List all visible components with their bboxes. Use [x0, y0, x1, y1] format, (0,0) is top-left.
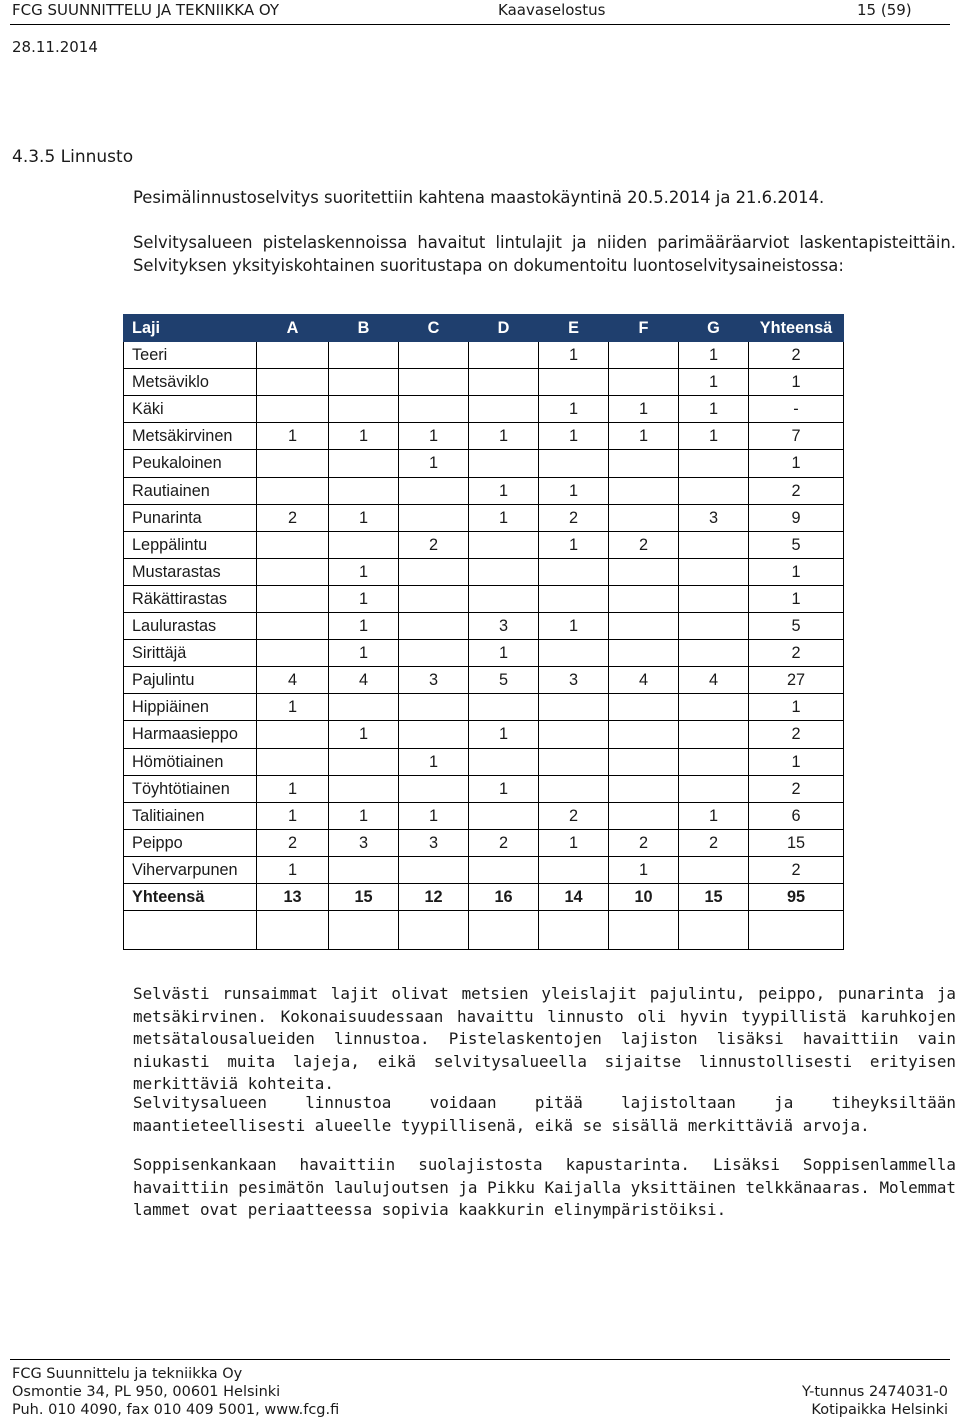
count-cell: [399, 342, 469, 369]
column-header: G: [679, 315, 749, 342]
species-name-cell: Peippo: [124, 829, 257, 856]
count-cell: 2: [609, 531, 679, 558]
count-cell: [399, 369, 469, 396]
count-cell: 1: [469, 640, 539, 667]
row-total-cell: 2: [749, 477, 844, 504]
row-total-cell: 1: [749, 585, 844, 612]
discussion-paragraph-3: Soppisenkankaan havaittiin suolajistosta kapustarinta. Lisäksi Soppisenlammella havaittiin pesimätön laulujoutsen ja Pikku Kaijalla yksittäinen telkkänaaras. Molemmat lammet ovat periaatteessa sopivia kaakkurin elinympäristöiksi.: [133, 1155, 956, 1219]
count-cell: 1: [609, 856, 679, 883]
species-name-cell: Hippiäinen: [124, 694, 257, 721]
count-cell: [609, 504, 679, 531]
header-page-number: 15 (59): [857, 1, 912, 19]
column-header: Laji: [124, 315, 257, 342]
count-cell: [399, 558, 469, 585]
column-header: C: [399, 315, 469, 342]
count-cell: 1: [257, 802, 329, 829]
count-cell: 2: [469, 829, 539, 856]
count-cell: [679, 450, 749, 477]
column-header: Yhteensä: [749, 315, 844, 342]
count-cell: [329, 694, 399, 721]
count-cell: 2: [609, 829, 679, 856]
count-cell: [609, 477, 679, 504]
count-cell: [539, 775, 609, 802]
table-row: [124, 640, 844, 667]
row-total-cell: 15: [749, 829, 844, 856]
count-cell: [399, 585, 469, 612]
count-cell: 13: [257, 883, 329, 910]
count-cell: [609, 775, 679, 802]
table-spacer-row: [124, 911, 844, 950]
count-cell: [609, 342, 679, 369]
table-row: [124, 558, 844, 585]
count-cell: [469, 802, 539, 829]
count-cell: [469, 585, 539, 612]
header-company: FCG SUUNNITTELU JA TEKNIIKKA OY: [12, 1, 280, 19]
count-cell: 1: [329, 585, 399, 612]
count-cell: 16: [469, 883, 539, 910]
count-cell: 1: [329, 640, 399, 667]
count-cell: [609, 613, 679, 640]
count-cell: 1: [609, 423, 679, 450]
count-cell: 1: [399, 423, 469, 450]
column-header: A: [257, 315, 329, 342]
count-cell: [257, 342, 329, 369]
empty-cell: [679, 911, 749, 950]
count-cell: [329, 856, 399, 883]
table-row: [124, 694, 844, 721]
footer-business-id: Y-tunnus 2474031-0: [801, 1384, 948, 1400]
count-cell: [609, 640, 679, 667]
table-row: [124, 504, 844, 531]
table-row: [124, 531, 844, 558]
count-cell: 1: [679, 396, 749, 423]
species-name-cell: Laulurastas: [124, 613, 257, 640]
table-row: [124, 748, 844, 775]
count-cell: 1: [469, 504, 539, 531]
count-cell: [539, 450, 609, 477]
count-cell: [679, 558, 749, 585]
count-cell: 1: [679, 369, 749, 396]
count-cell: [679, 613, 749, 640]
count-cell: [679, 694, 749, 721]
row-total-cell: 9: [749, 504, 844, 531]
count-cell: [469, 450, 539, 477]
discussion-paragraph-1: Selvästi runsaimmat lajit olivat metsien yleislajit pajulintu, peippo, punarinta ja metsäkirvinen. Kokonaisuudessaan havaittu linnusto oli hyvin tyypillistä karuhkojen metsätalousalueiden linnustoa. Pistelaskentojen lajiston lisäksi havaittiin vain niukasti muita lajeja, eikä selvitysalueella sijaitse linnustollisesti erityisen merkittäviä kohteita.: [133, 984, 956, 1093]
count-cell: [257, 531, 329, 558]
empty-cell: [609, 911, 679, 950]
species-name-cell: Talitiainen: [124, 802, 257, 829]
empty-cell: [124, 911, 257, 950]
column-header: D: [469, 315, 539, 342]
count-cell: 2: [539, 504, 609, 531]
count-cell: 1: [469, 721, 539, 748]
count-cell: [257, 640, 329, 667]
species-name-cell: Harmaasieppo: [124, 721, 257, 748]
count-cell: 10: [609, 883, 679, 910]
species-table: [123, 314, 844, 950]
species-name-cell: Räkättirastas: [124, 585, 257, 612]
footer-rule: [10, 1359, 950, 1360]
count-cell: 1: [257, 856, 329, 883]
count-cell: 1: [539, 342, 609, 369]
column-header: E: [539, 315, 609, 342]
count-cell: [257, 748, 329, 775]
count-cell: [679, 721, 749, 748]
count-cell: [257, 396, 329, 423]
count-cell: [539, 585, 609, 612]
count-cell: 1: [257, 775, 329, 802]
count-cell: [469, 342, 539, 369]
species-name-cell: Mustarastas: [124, 558, 257, 585]
intro-paragraph-2: Selvitysalueen pistelaskennoissa havaitut lintulajit ja niiden parimääräarviot laskentapisteittäin. Selvityksen yksityiskohtainen suoritustapa on dokumentoitu luontoselvitysaineistossa:: [133, 233, 956, 275]
count-cell: [609, 585, 679, 612]
table-row: [124, 396, 844, 423]
table-row: [124, 721, 844, 748]
count-cell: [539, 748, 609, 775]
count-cell: 5: [469, 667, 539, 694]
count-cell: [679, 748, 749, 775]
count-cell: [329, 342, 399, 369]
count-cell: 3: [329, 829, 399, 856]
count-cell: 1: [609, 396, 679, 423]
count-cell: [257, 585, 329, 612]
count-cell: [329, 477, 399, 504]
count-cell: [399, 613, 469, 640]
table-row: [124, 856, 844, 883]
row-total-cell: 7: [749, 423, 844, 450]
row-total-cell: 6: [749, 802, 844, 829]
count-cell: [257, 721, 329, 748]
count-cell: 1: [679, 423, 749, 450]
table-row: [124, 775, 844, 802]
row-total-cell: 1: [749, 558, 844, 585]
count-cell: 1: [539, 613, 609, 640]
table-row: [124, 667, 844, 694]
count-cell: [539, 640, 609, 667]
empty-cell: [539, 911, 609, 950]
count-cell: [469, 396, 539, 423]
table-row: [124, 802, 844, 829]
count-cell: 1: [539, 423, 609, 450]
count-cell: [257, 613, 329, 640]
count-cell: [609, 748, 679, 775]
row-total-cell: 95: [749, 883, 844, 910]
species-name-cell: Käki: [124, 396, 257, 423]
count-cell: 1: [329, 558, 399, 585]
count-cell: [469, 694, 539, 721]
count-cell: [469, 748, 539, 775]
count-cell: 3: [469, 613, 539, 640]
row-total-cell: 2: [749, 775, 844, 802]
species-name-cell: Metsäkirvinen: [124, 423, 257, 450]
count-cell: 2: [679, 829, 749, 856]
count-cell: [257, 450, 329, 477]
count-cell: 1: [399, 802, 469, 829]
count-cell: 1: [257, 694, 329, 721]
count-cell: [539, 721, 609, 748]
count-cell: [679, 640, 749, 667]
count-cell: [609, 802, 679, 829]
count-cell: [329, 748, 399, 775]
species-name-cell: Metsäviklo: [124, 369, 257, 396]
count-cell: 4: [329, 667, 399, 694]
species-name-cell: Rautiainen: [124, 477, 257, 504]
count-cell: [679, 477, 749, 504]
species-name-cell: Peukaloinen: [124, 450, 257, 477]
count-cell: 1: [539, 396, 609, 423]
count-cell: [679, 856, 749, 883]
count-cell: 1: [257, 423, 329, 450]
row-total-cell: 1: [749, 694, 844, 721]
row-total-cell: 1: [749, 369, 844, 396]
species-name-cell: Hömötiainen: [124, 748, 257, 775]
count-cell: [399, 640, 469, 667]
species-name-cell: Töyhtötiainen: [124, 775, 257, 802]
count-cell: 1: [329, 613, 399, 640]
intro-paragraph-1: Pesimälinnustoselvitys suoritettiin kahtena maastokäyntinä 20.5.2014 ja 21.6.2014.: [133, 188, 825, 207]
count-cell: 14: [539, 883, 609, 910]
table-row: [124, 450, 844, 477]
count-cell: [469, 369, 539, 396]
count-cell: [539, 694, 609, 721]
species-name-cell: Leppälintu: [124, 531, 257, 558]
count-cell: [469, 531, 539, 558]
count-cell: [609, 450, 679, 477]
table-row: [124, 342, 844, 369]
column-header: F: [609, 315, 679, 342]
table-row: [124, 613, 844, 640]
empty-cell: [399, 911, 469, 950]
count-cell: [539, 369, 609, 396]
empty-cell: [329, 911, 399, 950]
count-cell: [399, 477, 469, 504]
count-cell: 2: [257, 504, 329, 531]
count-cell: [609, 721, 679, 748]
count-cell: [329, 396, 399, 423]
table-row: [124, 829, 844, 856]
header-doc-type: Kaavaselostus: [498, 1, 606, 19]
species-name-cell: Yhteensä: [124, 883, 257, 910]
table-body: [124, 342, 844, 950]
species-name-cell: Pajulintu: [124, 667, 257, 694]
header-date: 28.11.2014: [12, 38, 98, 56]
row-total-cell: 1: [749, 748, 844, 775]
row-total-cell: 2: [749, 640, 844, 667]
count-cell: 1: [399, 450, 469, 477]
count-cell: [539, 856, 609, 883]
count-cell: [609, 694, 679, 721]
species-name-cell: Punarinta: [124, 504, 257, 531]
discussion-paragraph-2: Selvitysalueen linnustoa voidaan pitää lajistoltaan ja tiheyksiltään maantieteellisesti alueelle tyypillisenä, eikä se sisällä merkittäviä arvoja.: [133, 1093, 956, 1135]
empty-cell: [257, 911, 329, 950]
count-cell: 1: [539, 829, 609, 856]
row-total-cell: 5: [749, 531, 844, 558]
count-cell: 4: [609, 667, 679, 694]
species-name-cell: Sirittäjä: [124, 640, 257, 667]
count-cell: [609, 369, 679, 396]
count-cell: 1: [329, 721, 399, 748]
count-cell: [329, 775, 399, 802]
footer-address: Osmontie 34, PL 950, 00601 Helsinki: [12, 1384, 281, 1400]
table-row: [124, 369, 844, 396]
count-cell: [399, 775, 469, 802]
count-cell: 3: [399, 667, 469, 694]
footer-domicile: Kotipaikka Helsinki: [811, 1402, 948, 1418]
count-cell: 3: [399, 829, 469, 856]
count-cell: [399, 396, 469, 423]
empty-cell: [469, 911, 539, 950]
count-cell: 1: [679, 802, 749, 829]
table-row: [124, 423, 844, 450]
table-row: [124, 477, 844, 504]
count-cell: 1: [469, 423, 539, 450]
count-cell: 1: [329, 423, 399, 450]
row-total-cell: 1: [749, 450, 844, 477]
count-cell: 1: [469, 477, 539, 504]
count-cell: 1: [329, 504, 399, 531]
count-cell: [399, 721, 469, 748]
footer-contact: Puh. 010 4090, fax 010 409 5001, www.fcg.fi: [12, 1402, 340, 1418]
row-total-cell: 5: [749, 613, 844, 640]
row-total-cell: 2: [749, 342, 844, 369]
count-cell: 4: [257, 667, 329, 694]
count-cell: 2: [257, 829, 329, 856]
count-cell: 1: [679, 342, 749, 369]
count-cell: 1: [469, 775, 539, 802]
count-cell: 1: [399, 748, 469, 775]
column-header: B: [329, 315, 399, 342]
table-header-row: [124, 315, 844, 342]
count-cell: [329, 369, 399, 396]
count-cell: [679, 775, 749, 802]
count-cell: [539, 558, 609, 585]
row-total-cell: 27: [749, 667, 844, 694]
count-cell: [399, 504, 469, 531]
species-name-cell: Teeri: [124, 342, 257, 369]
table-total-row: [124, 883, 844, 910]
count-cell: [399, 694, 469, 721]
count-cell: 3: [679, 504, 749, 531]
footer-company: FCG Suunnittelu ja tekniikka Oy: [12, 1366, 243, 1382]
count-cell: 1: [539, 477, 609, 504]
count-cell: [469, 558, 539, 585]
row-total-cell: 2: [749, 721, 844, 748]
count-cell: 4: [679, 667, 749, 694]
table-row: [124, 585, 844, 612]
count-cell: [609, 558, 679, 585]
empty-cell: [749, 911, 844, 950]
count-cell: [469, 856, 539, 883]
count-cell: [257, 477, 329, 504]
row-total-cell: -: [749, 396, 844, 423]
count-cell: [679, 531, 749, 558]
count-cell: 2: [399, 531, 469, 558]
count-cell: 12: [399, 883, 469, 910]
count-cell: 15: [329, 883, 399, 910]
count-cell: [257, 369, 329, 396]
count-cell: [399, 856, 469, 883]
count-cell: [329, 531, 399, 558]
count-cell: [329, 450, 399, 477]
row-total-cell: 2: [749, 856, 844, 883]
section-title: 4.3.5 Linnusto: [12, 147, 134, 167]
count-cell: [257, 558, 329, 585]
header-rule: [10, 24, 950, 25]
count-cell: 2: [539, 802, 609, 829]
species-name-cell: Vihervarpunen: [124, 856, 257, 883]
count-cell: 15: [679, 883, 749, 910]
count-cell: 3: [539, 667, 609, 694]
count-cell: [679, 585, 749, 612]
count-cell: 1: [329, 802, 399, 829]
count-cell: 1: [539, 531, 609, 558]
